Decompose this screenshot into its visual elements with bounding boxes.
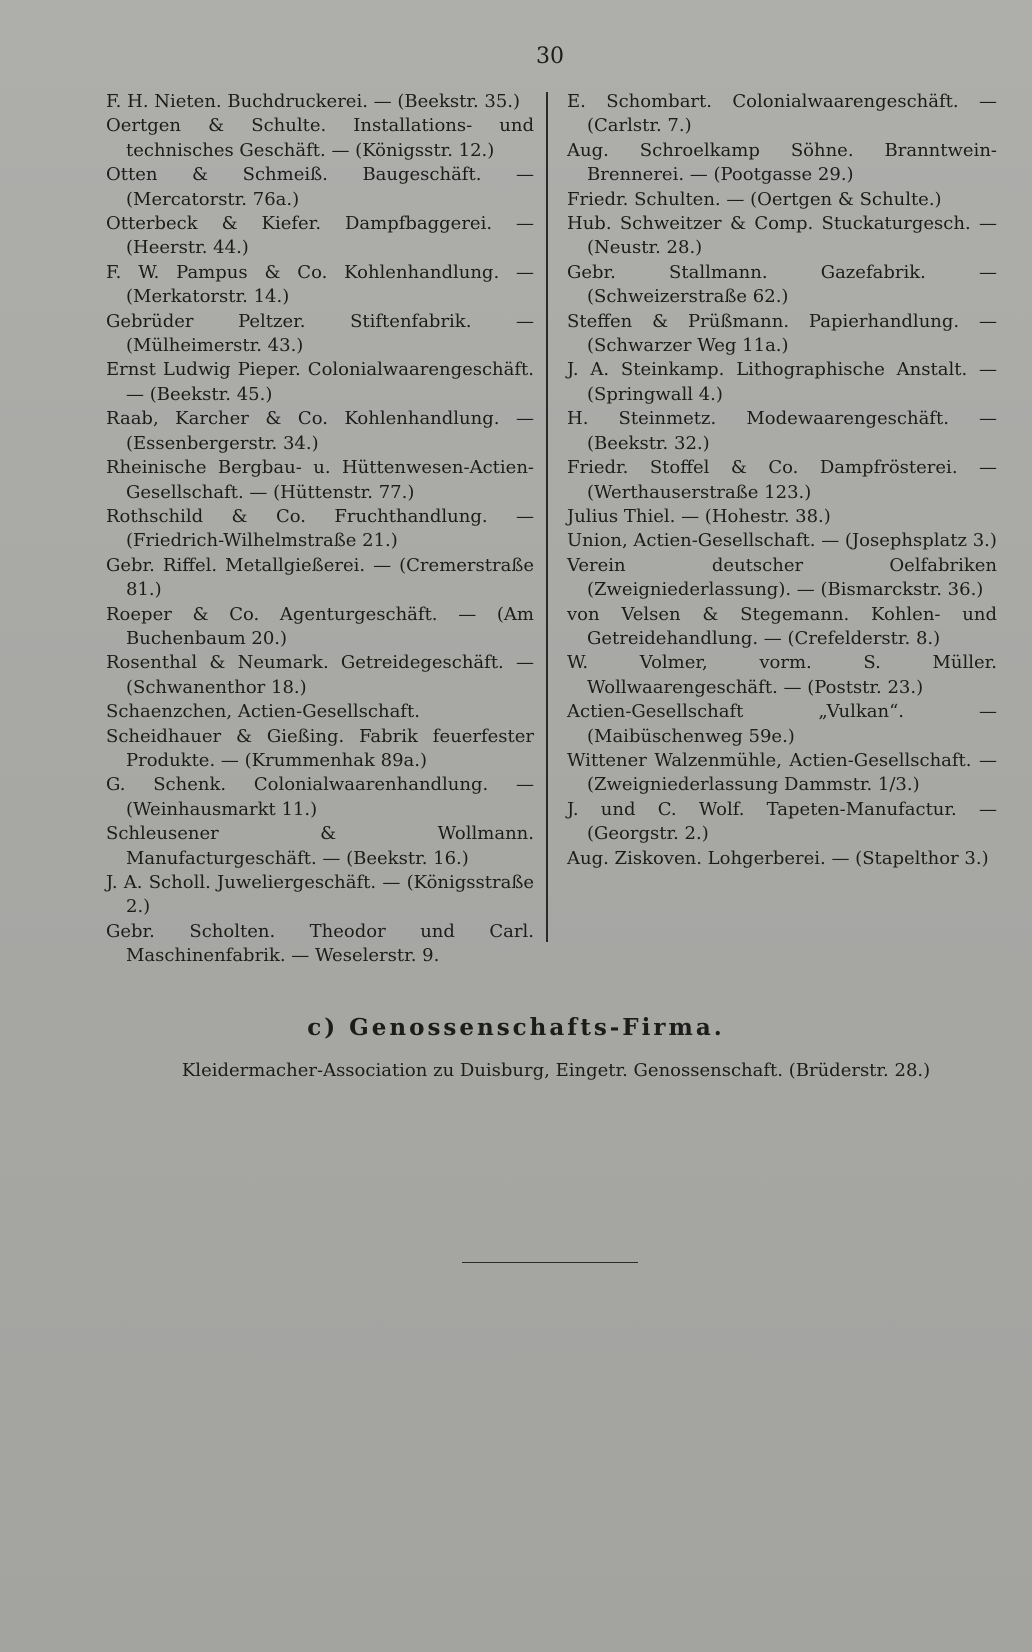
directory-entry: W. Volmer, vorm. S. Müller. Wollwaarengeschäft. — (Poststr. 23.) (567, 652, 997, 698)
directory-entry: Rosenthal & Neumark. Getreidegeschäft. — (Schwanenthor 18.) (106, 652, 534, 698)
directory-entry: Rothschild & Co. Fruchthandlung. — (Friedrich-Wilhelmstraße 21.) (106, 505, 534, 552)
section-entry: Kleidermacher-Association zu Duisburg, Eingetr. Genossenschaft. (Brüderstr. 28.) (181, 1060, 931, 1081)
directory-entry: von Velsen & Stegemann. Kohlen- und Getreidehandlung. — (Crefelderstr. 8.) (567, 603, 997, 649)
directory-entry: Steffen & Prüßmann. Papierhandlung. — (Schwarzer Weg 11a.) (567, 310, 997, 357)
directory-entry: G. Schenk. Colonialwaarenhandlung. — (Weinhausmarkt 11.) (106, 774, 534, 820)
left-column (106, 90, 534, 969)
directory-entry: Schaenzchen, Actien-Gesellschaft. (106, 701, 420, 723)
directory-entry: H. Steinmetz. Modewaarengeschäft. — (Beekstr. 32.) (567, 408, 997, 454)
directory-entry: Gebr. Stallmann. Gazefabrik. — (Schweizerstraße 62.) (567, 261, 997, 308)
closing-rule (462, 1262, 638, 1263)
directory-entry: Aug. Schroelkamp Söhne. Branntwein-Brennerei. — (Pootgasse 29.) (567, 139, 997, 186)
directory-entry: Julius Thiel. — (Hohestr. 38.) (567, 505, 831, 527)
directory-entry: Scheidhauer & Gießing. Fabrik feuerfester Produkte. — (Krummenhak 89a.) (106, 725, 534, 771)
directory-entry: Wittener Walzenmühle, Actien-Gesellschaft. — (Zweigniederlassung Dammstr. 1/3.) (567, 749, 997, 796)
directory-entry: Gebr. Scholten. Theodor und Carl. Maschinenfabrik. — Weselerstr. 9. (106, 920, 534, 967)
directory-entry: Schleusener & Wollmann. Manufacturgeschäft. — (Beekstr. 16.) (106, 823, 534, 869)
right-column (567, 90, 997, 871)
directory-entry: Verein deutscher Oelfabriken (Zweigniederlassung). — (Bismarckstr. 36.) (567, 554, 997, 601)
directory-entry: Otten & Schmeiß. Baugeschäft. — (Mercatorstr. 76a.) (106, 164, 534, 210)
directory-entry: Friedr. Stoffel & Co. Dampfrösterei. — (Werthauserstraße 123.) (567, 457, 997, 503)
directory-entry: E. Schombart. Colonialwaarengeschäft. — (Carlstr. 7.) (567, 91, 997, 137)
column-divider (546, 92, 548, 942)
directory-entry: Aug. Ziskoven. Lohgerberei. — (Stapelthor 3.) (567, 847, 989, 869)
directory-entry: J. und C. Wolf. Tapeten-Manufactur. — (Georgstr. 2.) (567, 798, 997, 845)
directory-entry: Union, Actien-Gesellschaft. — (Josephsplatz 3.) (567, 530, 997, 552)
directory-entry: Raab, Karcher & Co. Kohlenhandlung. — (Essenbergerstr. 34.) (106, 408, 534, 454)
directory-entry: F. W. Pampus & Co. Kohlenhandlung. — (Merkatorstr. 14.) (106, 261, 534, 308)
directory-entry: Otterbeck & Kiefer. Dampfbaggerei. — (Heerstr. 44.) (106, 213, 534, 259)
directory-entry: Gebr. Riffel. Metallgießerei. — (Cremerstraße 81.) (106, 554, 534, 601)
directory-entry: Roeper & Co. Agenturgeschäft. — (Am Buchenbaum 20.) (106, 603, 534, 649)
directory-entry: Oertgen & Schulte. Installations- und technisches Geschäft. — (Königsstr. 12.) (106, 115, 534, 161)
directory-entry: Actien-Gesellschaft „Vulkan“. — (Maibüschenweg 59e.) (567, 701, 997, 747)
directory-entry: Friedr. Schulten. — (Oertgen & Schulte.) (567, 188, 942, 210)
section-heading: c) Genossenschafts-Firma. (307, 1014, 725, 1041)
directory-entry: Gebrüder Peltzer. Stiftenfabrik. — (Mülheimerstr. 43.) (106, 310, 534, 357)
directory-entry: J. A. Steinkamp. Lithographische Anstalt. — (Springwall 4.) (567, 359, 997, 405)
directory-entry: Hub. Schweitzer & Comp. Stuckaturgesch. — (Neustr. 28.) (567, 213, 997, 259)
directory-entry: Ernst Ludwig Pieper. Colonialwaarengeschäft. — (Beekstr. 45.) (106, 359, 534, 405)
directory-entry: Rheinische Bergbau- u. Hüttenwesen-Actien-Gesellschaft. — (Hüttenstr. 77.) (106, 457, 534, 503)
page-number: 30 (536, 44, 564, 69)
directory-entry: F. H. Nieten. Buchdruckerei. — (Beekstr. 35.) (106, 91, 521, 112)
directory-entry: J. A. Scholl. Juweliergeschäft. — (Königsstraße 2.) (106, 872, 534, 918)
